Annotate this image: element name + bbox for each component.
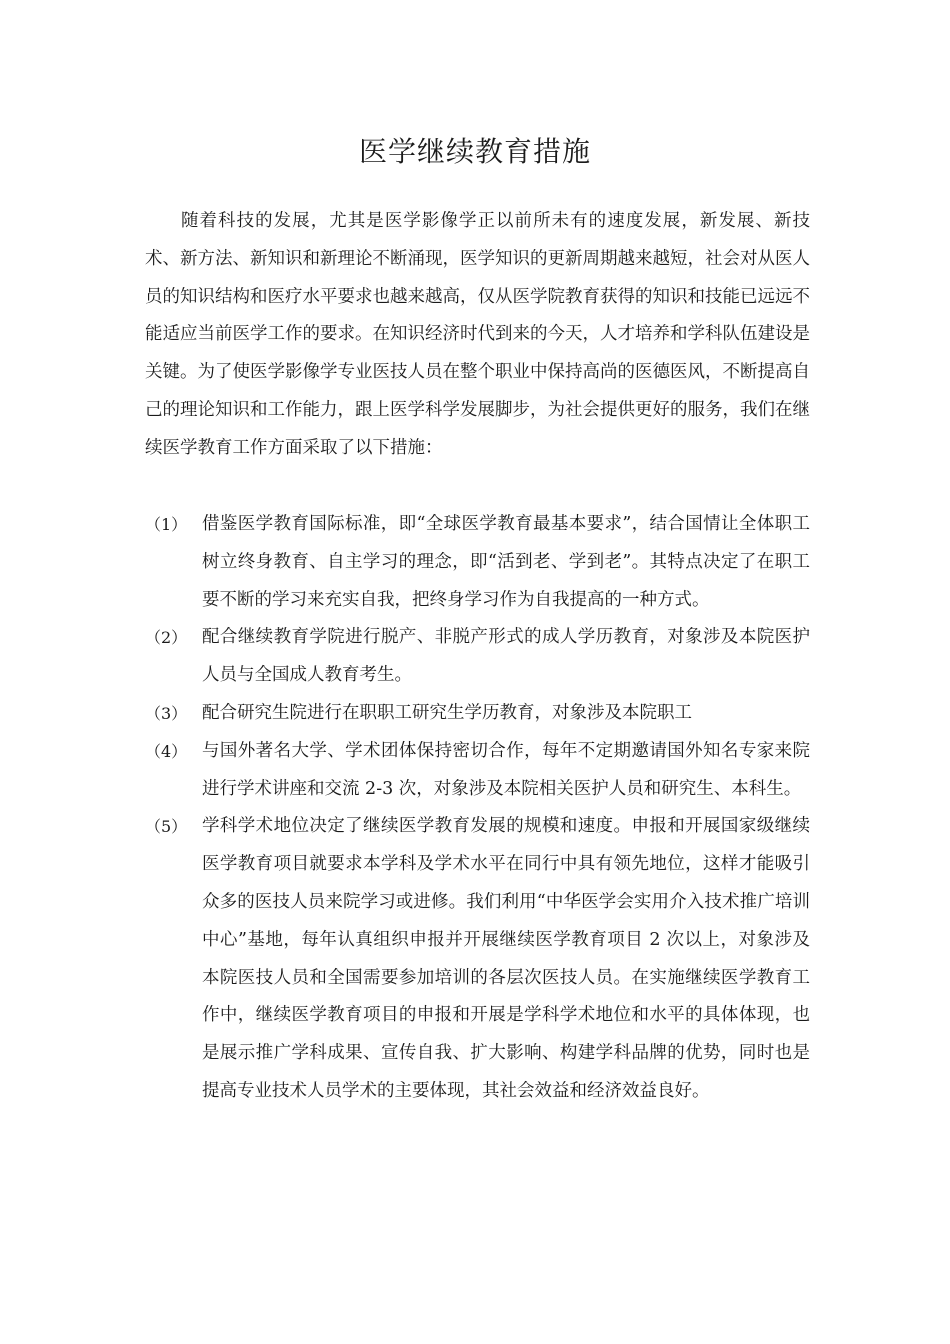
list-item-text: 配合研究生院进行在职职工研究生学历教育，对象涉及本院职工: [202, 702, 692, 723]
list-item: [145, 695, 810, 733]
list-item-text: 与国外著名大学、学术团体保持密切合作，每年不定期邀请国外知名专家来院进行学术讲座和交流 2-3 次，对象涉及本院相关医护人员和研究生、本科生。: [202, 740, 810, 799]
list-item-number: （5）: [145, 817, 188, 837]
intro-paragraph: 随着科技的发展，尤其是医学影像学正以前所未有的速度发展，新发展、新技术、新方法、新知识和新理论不断涌现，医学知识的更新周期越来越短，社会对从医人员的知识结构和医疗水平要求也越来越高，仅从医学院教育获得的知识和技能已远远不能适应当前医学工作的要求。在知识经济时代到来的今天，人才培养和学科队伍建设是关键。为了使医学影像学专业医技人员在整个职业中保持高尚的医德医风，不断提高自己的理论知识和工作能力，跟上医学科学发展脚步，为社会提供更好的服务，我们在继续医学教育工作方面采取了以下措施：: [145, 211, 810, 458]
list-item: [145, 808, 810, 1110]
list-item-text: 配合继续教育学院进行脱产、非脱产形式的成人学历教育，对象涉及本院医护人员与全国成人教育考生。: [202, 627, 810, 686]
list-item-text: 学科学术地位决定了继续医学教育发展的规模和速度。申报和开展国家级继续医学教育项目就要求本学科及学术水平在同行中具有领先地位，这样才能吸引众多的医技人员来院学习或进修。我们利用“中华医学会实用介入技术推广培训中心”基地，每年认真组织申报并开展继续医学教育项目 2 次以上，对象涉及本院医技人员和全国需要参加培训的各层次医技人员。在实施继续医学教育工作中，继续医学教育项目的申报和开展是学科学术地位和水平的具体体现，也是展示推广学科成果、宣传自我、扩大影响、构建学科品牌的优势，同时也是提高专业技术人员学术的主要体现，其社会效益和经济效益良好。: [202, 816, 810, 1101]
measures-list: [145, 506, 810, 1111]
list-item-number: （1）: [145, 515, 188, 534]
list-item-number: （2）: [145, 628, 188, 648]
list-item: [145, 619, 810, 695]
page-title: 医学继续教育措施: [358, 135, 591, 168]
list-item: [145, 733, 810, 809]
list-item-number: （4）: [145, 741, 188, 761]
list-item-text: 借鉴医学教育国际标准，即“全球医学教育最基本要求”，结合国情让全体职工树立终身教育、自主学习的理念，即“活到老、学到老”。其特点决定了在职工要不断的学习来充实自我，把终身学习作为自我提高的一种方式。: [202, 514, 810, 610]
list-item-number: （3）: [145, 703, 188, 723]
list-item: [145, 506, 810, 619]
